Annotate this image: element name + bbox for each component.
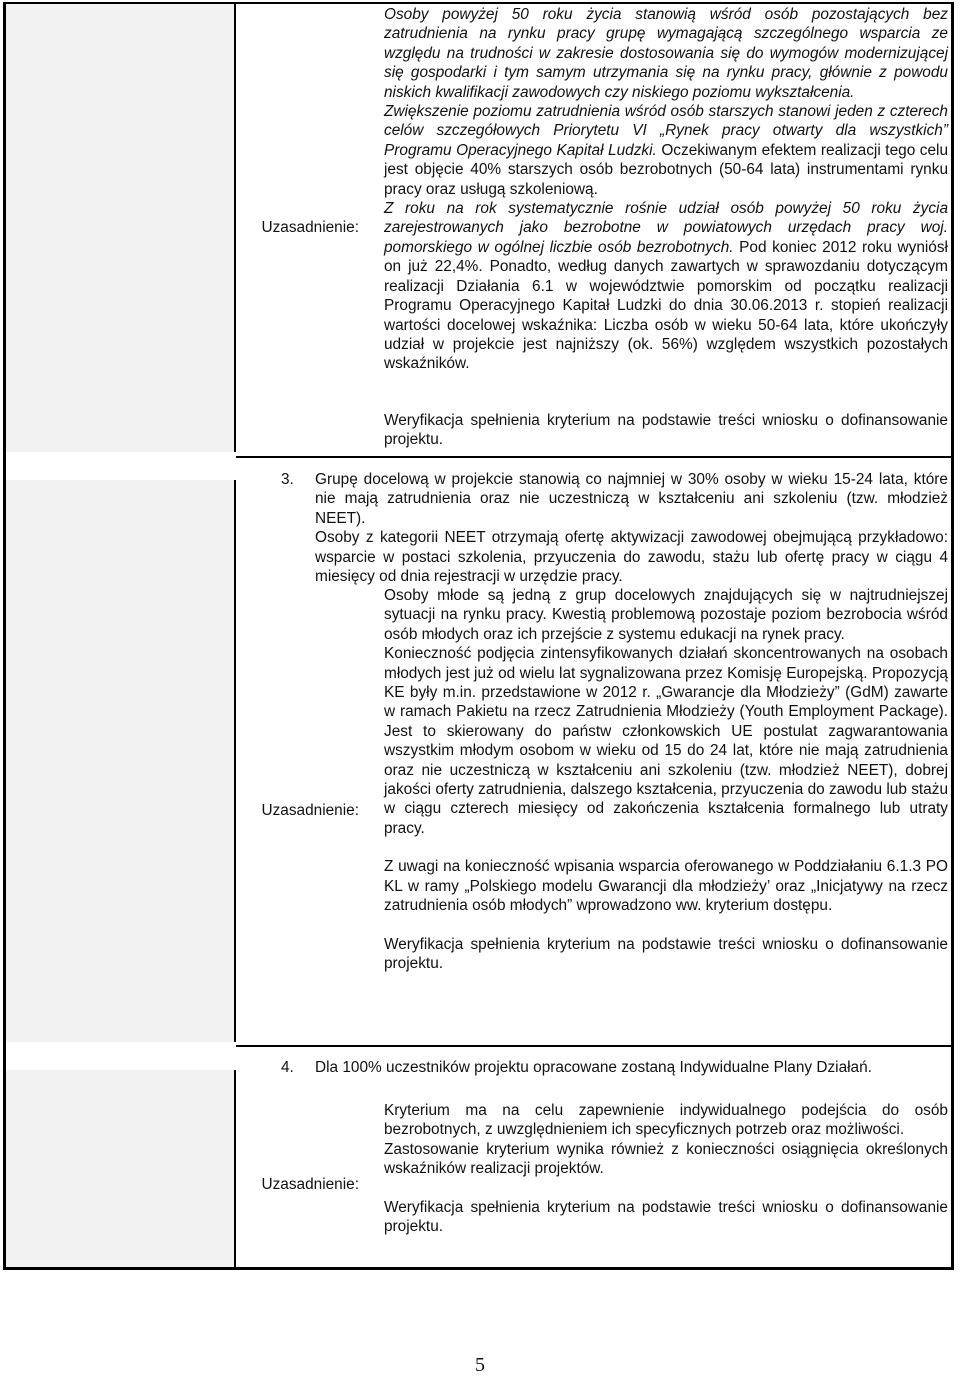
row-divider [236, 456, 954, 458]
paragraph: Kryterium ma na celu zapewnienie indywidualnego podejścia do osób bezrobotnych, z uwzględnieniem ich specyficznych potrzeb oraz możliwości. [384, 1102, 948, 1139]
justification-text [384, 586, 948, 973]
paragraph: Z uwagi na konieczność wpisania wsparcia oferowanego w Poddziałaniu 6.1.3 PO KL w ramy „Polskiego modelu Gwarancji dla młodzieży’ oraz „Inicjatywy na rzecz zatrudnienia osób młodych” wprowadzono ww. kryterium dostępu. [384, 858, 948, 915]
row-divider [236, 1045, 954, 1047]
sentence: Pod koniec 2012 roku wyniósł on już 22,4%. Ponadto, według danych zawartych w sprawozdaniu dotyczącym realizacji Działania 6.1 w województwie pomorskim od początku realizacji Programu Operacyjnego Kapitał Ludzki do dnia 30.06.2013 r. stopień realizacji wartości docelowej wskaźnika: Liczba osób w wieku 50-64 lata, które ukończyły udział w projekcie jest najniższy (ok. 56%) względem wszystkich pozostałych wskaźników. [384, 238, 948, 373]
justification-text [384, 5, 948, 374]
sentence: Z roku na rok systematycznie rośnie udział osób powyżej 50 roku życia zarejestrowanych jako bezrobotne w powiatowych urzędach pracy woj. pomorskiego w ogólnej liczbie osób bezrobotnych. [384, 200, 948, 256]
paragraph [384, 102, 948, 199]
table-right-border [951, 3, 954, 1268]
paragraph: Zastosowanie kryterium wynika również z konieczności osiągnięcia określonych wskaźników realizacji projektów. [384, 1140, 948, 1178]
criterion-text: Dla 100% uczestników projektu opracowane zostaną Indywidualne Plany Działań. [315, 1059, 872, 1076]
paragraph: Konieczność podjęcia zintensyfikowanych działań skoncentrowanych na osobach młodych jest już od wielu lat sygnalizowana przez Komisję Europejską. Propozycją KE były m.in. przedstawione w 2012 r. „Gwarancje dla Młodzieży” (GdM) zawarte w ramach Pakietu na rzecz Zatrudnienia Młodzieży (Youth Employment Package). Jest to skierowany do państw członkowskich UE postulat zagwarantowania wszystkim młodym osobom w wieku od 15 do 24 lat, które nie mają zatrudnienia oraz nie uczestniczą w kształceniu ani szkoleniu (tzw. młodzież NEET), dobrej jakości oferty zatrudnienia, dalszego kształcenia, przyuczenia do zawodu lub stażu w ciągu czterech miesięcy od zakończenia kształcenia formalnego lub utraty pracy. [384, 645, 948, 837]
table-top-border [3, 2, 954, 4]
verification-text: Weryfikacja spełnienia kryterium na podstawie treści wniosku o dofinansowanie projektu. [384, 412, 948, 449]
paragraph: Osoby z kategorii NEET otrzymają ofertę aktywizacji zawodowej obejmującą przykładowo: wsparcie w postaci szkolenia, przyuczenia do zawodu, stażu lub ofertę pracy w ciągu 4 miesięcy od dnia rejestracji w urzędzie pracy. [315, 529, 948, 586]
table-bottom-border [3, 1267, 954, 1270]
paragraph: Grupę docelową w projekcie stanowią co najmniej w 30% osoby w wieku 15-24 lata, które nie mają zatrudnienia oraz nie uczestniczą w kształceniu ani szkoleniu (tzw. młodzież NEET). [315, 471, 948, 527]
table-left-column [3, 3, 236, 1268]
criterion-number: 3. [281, 471, 294, 488]
justification-text [384, 1101, 948, 1236]
verification-text: Weryfikacja spełnienia kryterium na podstawie treści wniosku o dofinansowanie projektu. [384, 935, 948, 972]
justification-label: Uzasadnienie: [261, 1176, 359, 1193]
justification-label: Uzasadnienie: [261, 219, 359, 236]
left-column-gap [6, 452, 236, 480]
sentence: Oczekiwanym efektem realizacji tego celu jest objęcie 40% starszych osób bezrobotnych (50-64 lata) instrumentami rynku pracy oraz usługą szkoleniową. [384, 141, 949, 198]
verification-text: Weryfikacja spełnienia kryterium na podstawie treści wniosku o dofinansowanie projektu. [384, 1198, 948, 1236]
justification-label: Uzasadnienie: [261, 802, 359, 819]
left-column-gap [6, 1042, 236, 1070]
paragraph: Osoby młode są jedną z grup docelowych znajdujących się w najtrudniejszej sytuacji na rynku pracy. Kwestią problemową pozostaje poziom bezrobocia wśród osób młodych oraz ich przejście z systemu edukacji na rynek pracy. [384, 587, 948, 643]
paragraph: Osoby powyżej 50 roku życia stanowią wśród osób pozostających bez zatrudnienia na rynku pracy grupę wymagającą szczególnego wsparcia ze względu na trudności w zakresie dostosowania się do wymogów modernizującej się gospodarki i tym samym utrzymania się na rynku pracy, głównie z powodu niskich kwalifikacji zawodowych czy niskiego poziomu wykształcenia. [384, 6, 948, 101]
page-number: 5 [475, 1354, 485, 1376]
sentence: Zwiększenie poziomu zatrudnienia wśród osób starszych stanowi jeden z czterech celów szczegółowych Priorytetu VI „Rynek pracy otwarty dla wszystkich” Programu Operacyjnego Kapitał Ludzki. [384, 103, 948, 159]
paragraph [384, 199, 948, 374]
criterion-text [315, 470, 948, 586]
criterion-number: 4. [281, 1059, 294, 1076]
